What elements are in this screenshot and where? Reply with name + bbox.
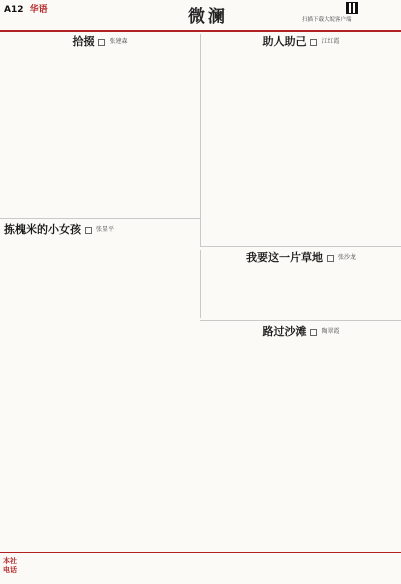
article-title: 我要这一片草地 [245, 251, 323, 264]
column-name: 华语 [29, 5, 48, 15]
article-byline: 张显平 [96, 226, 115, 233]
article-header [4, 222, 196, 238]
article-byline: 张沙龙 [337, 254, 356, 261]
article-shijue [4, 34, 196, 216]
masthead [0, 0, 401, 32]
article-byline: 江红霞 [321, 38, 340, 45]
article-title: 路过沙滩 [262, 325, 307, 338]
qr-caption: 扫描下载大皖客户端 [302, 17, 352, 23]
column-divider [200, 250, 201, 318]
article-header [204, 34, 398, 50]
section-divider [0, 218, 200, 219]
article-caodi [204, 250, 398, 318]
article-title: 助人助己 [262, 35, 307, 48]
qr-code-icon[interactable] [346, 2, 358, 14]
section-title: 微澜 [188, 7, 228, 27]
byline-marker-icon [98, 39, 105, 46]
article-header [204, 324, 398, 340]
article-byline: 陶翠霞 [321, 328, 340, 335]
byline-marker-icon [310, 39, 317, 46]
footer-label: 本社电话 [3, 557, 17, 574]
masthead-left [4, 2, 48, 15]
article-header [204, 250, 398, 266]
article-zhuren [204, 34, 398, 244]
article-shatan [204, 324, 398, 548]
article-byline: 张建森 [109, 38, 128, 45]
article-title: 拾掇 [72, 35, 95, 48]
section-divider [200, 246, 401, 247]
article-title: 拣槐米的小女孩 [4, 223, 81, 236]
column-divider [200, 34, 201, 246]
byline-marker-icon [85, 227, 92, 234]
page-number: A12 [4, 5, 24, 15]
section-divider [200, 320, 401, 321]
byline-marker-icon [310, 329, 317, 336]
article-huaimi-girl [4, 222, 196, 548]
byline-marker-icon [327, 255, 334, 262]
page-footer [0, 552, 401, 584]
article-header [4, 34, 196, 50]
